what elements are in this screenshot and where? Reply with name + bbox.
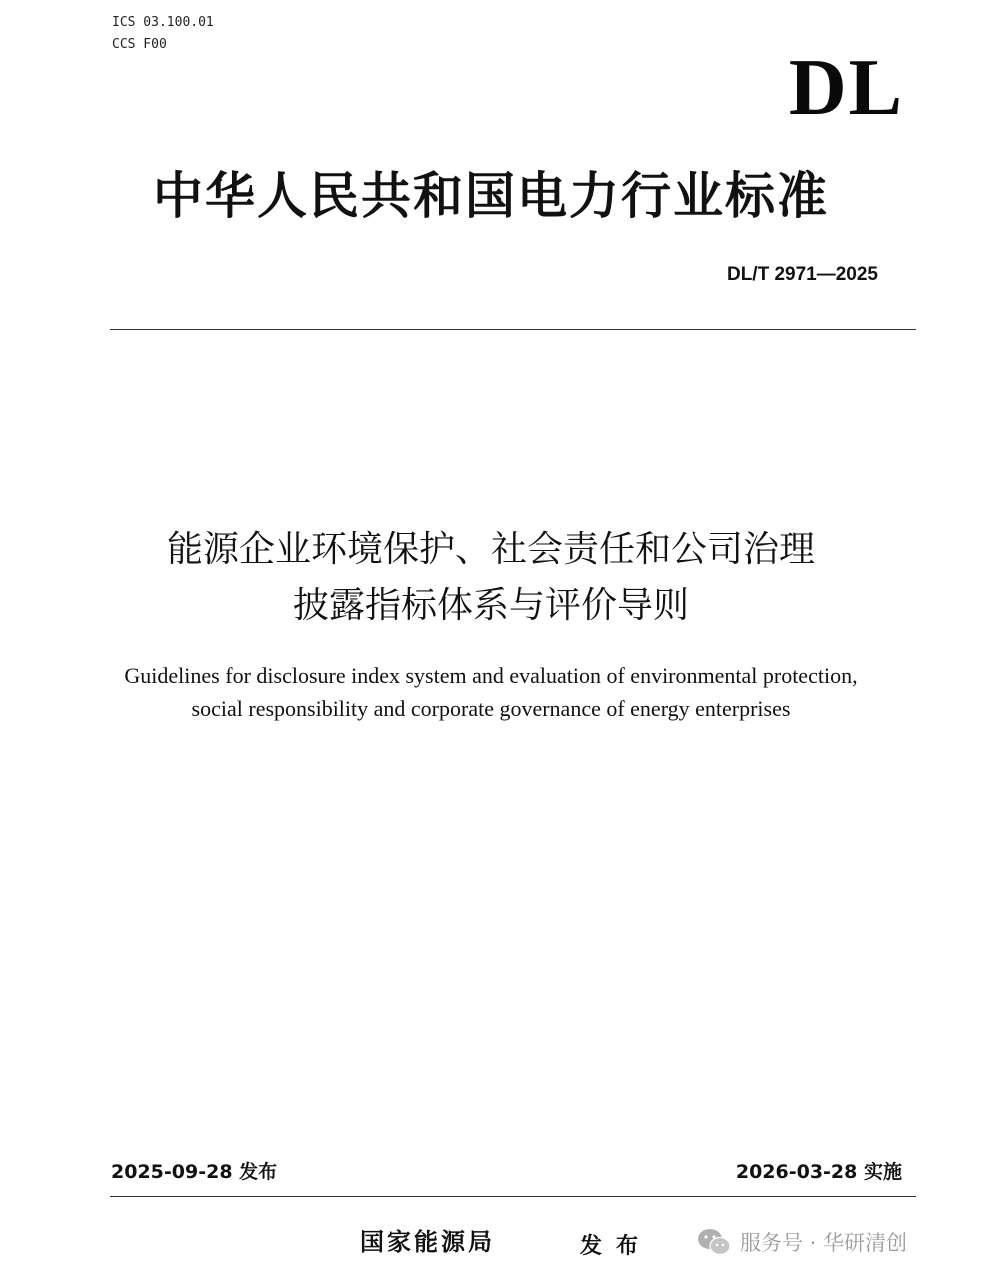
english-title-line-2: social responsibility and corporate governance of energy enterprises [191, 696, 791, 721]
classification-codes [112, 12, 214, 56]
top-divider [110, 329, 916, 330]
ccs-code: CCS F00 [112, 37, 167, 52]
chinese-title-line-2: 披露指标体系与评价导则 [292, 585, 689, 626]
ics-code: ICS 03.100.01 [112, 15, 214, 30]
standard-category-title: 中华人民共和国电力行业标准 [153, 167, 829, 225]
english-title-line-1: Guidelines for disclosure index system and evaluation of environmental protection, [124, 663, 858, 688]
effective-date: 2026-03-28 实施 [735, 1161, 902, 1183]
bottom-divider [110, 1196, 916, 1197]
issuer: 国家能源局 [360, 1228, 495, 1256]
issue-word: 发布 [580, 1234, 653, 1259]
chinese-title-line-1: 能源企业环境保护、社会责任和公司治理 [166, 529, 815, 570]
watermark [696, 1224, 907, 1260]
wechat-icon [696, 1227, 732, 1257]
watermark-text: 服务号 · 华研清创 [740, 1231, 908, 1255]
standard-number: DL/T 2971—2025 [726, 264, 878, 285]
issue-date: 2025-09-28 发布 [111, 1161, 278, 1183]
dl-logo: DL [788, 44, 904, 132]
